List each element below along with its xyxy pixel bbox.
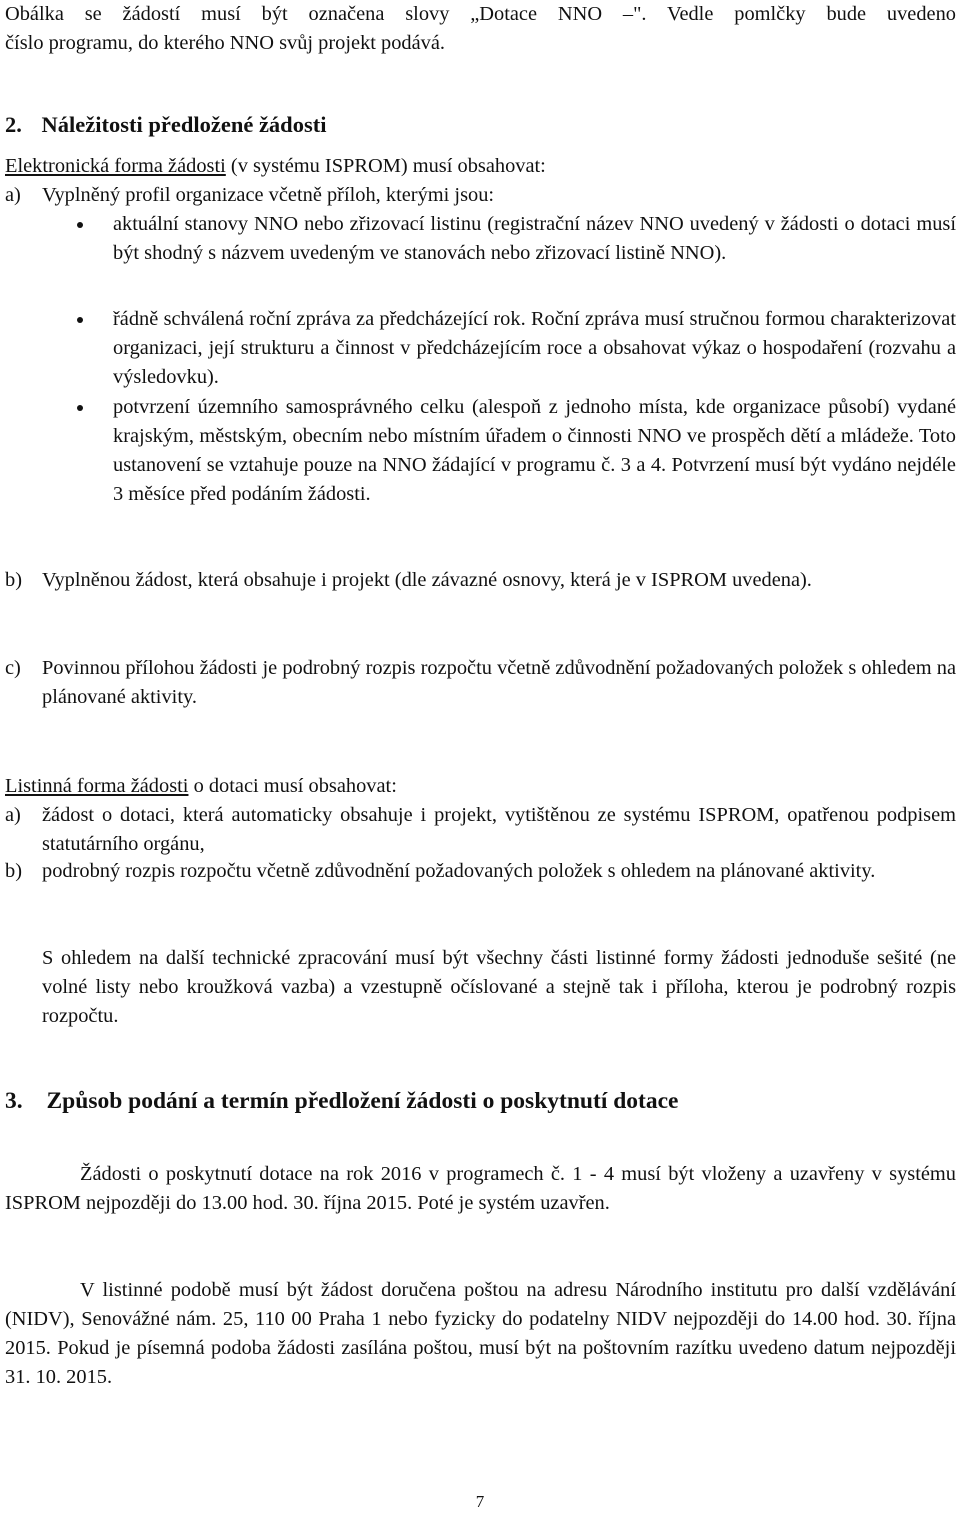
electronic-form-link: Elektronická forma žádosti: [5, 155, 226, 177]
section-3-title: Způsob podání a termín předložení žádosti o poskytnutí dotace: [46, 1088, 679, 1114]
item-text: Vyplněnou žádost, která obsahuje i projekt (dle závazné osnovy, která je v ISPROM uvedena).: [42, 569, 812, 591]
bullet-dot: [41, 305, 113, 392]
bullet-dot: [41, 210, 113, 268]
item-text: Povinnou přílohou žádosti je podrobný rozpis rozpočtu včetně zdůvodnění požadovaných položek s ohledem na plánované aktivity.: [42, 657, 956, 708]
intro-paragraph: [5, 0, 956, 58]
electronic-form-heading: [5, 152, 956, 181]
section-3-heading: [5, 1087, 956, 1116]
section-2-title: Náležitosti předložené žádosti: [41, 112, 327, 137]
paragraph-text: Žádosti o poskytnutí dotace na rok 2016 v programech č. 1 - 4 musí být vloženy a uzavřeny v systému ISPROM nejpozději do 13.00 hod. 30. října 2015. Poté je systém uzavřen.: [5, 1163, 956, 1214]
item-text: podrobný rozpis rozpočtu včetně zdůvodnění požadovaných položek s ohledem na plánované aktivity.: [42, 860, 876, 882]
section-3-number: 3.: [5, 1088, 23, 1114]
bullet-text: řádně schválená roční zpráva za předcházející rok. Roční zpráva musí stručnou formou charakterizovat organizaci, její strukturu a činnost v předcházejícím roce a obsahovat výkaz o hospodaření (rozvahu a výsledovku).: [113, 308, 956, 388]
intro-line-1: Obálka se žádostí musí být označena slovy „Dotace NNO –". Vedle pomlčky bude uvedeno: [5, 3, 956, 25]
section-3-paragraph-2: [5, 1276, 956, 1392]
paper-form-heading-rest: o dotaci musí obsahovat:: [188, 775, 397, 797]
item-text: žádost o dotaci, která automaticky obsahuje i projekt, vytištěnou ze systému ISPROM, opatřenou podpisem statutárního orgánu,: [42, 804, 956, 855]
item-text: Vyplněný profil organizace včetně příloh, kterými jsou:: [42, 184, 495, 206]
section-2-heading: [5, 110, 956, 139]
paper-form-heading: [5, 772, 956, 801]
item-label: a): [5, 804, 21, 826]
paper-item-b: [5, 857, 956, 886]
bullet-item-3: [41, 393, 956, 509]
bullet-item-2: [41, 305, 956, 392]
paper-form-note: [42, 944, 956, 1031]
paragraph-text: V listinné podobě musí být žádost doručena poštou na adresu Národního institutu pro další vzdělávání (NIDV), Senovážné nám. 25, 110 00 Praha 1 nebo fyzicky do podatelny NIDV nejpozději do 14.00 hod. 30. října 2015. Pokud je písemná podoba žádosti zasílána poštou, musí být na poštovním razítku uvedeno datum nejpozději 31. 10. 2015.: [5, 1279, 956, 1388]
intro-line-2: číslo programu, do kterého NNO svůj projekt podává.: [5, 32, 446, 54]
note-text: S ohledem na další technické zpracování musí být všechny části listinné formy žádosti jednoduše sešité (ne volné listy nebo kroužková vazba) a vzestupně očíslované a stejně tak i příloha, kterou je podrobný rozpis rozpočtu.: [42, 947, 956, 1027]
paper-item-a: [5, 801, 956, 859]
electronic-item-b: [5, 566, 956, 595]
bullet-text: aktuální stanovy NNO nebo zřizovací listinu (registrační název NNO uvedený v žádosti o dotaci musí být shodný s názvem uvedeným ve stanovách nebo zřizovací listině NNO).: [113, 213, 956, 264]
bullet-text: potvrzení územního samosprávného celku (alespoň z jednoho místa, kde organizace působí) vydané krajským, městským, obecním nebo místním úřadem o činnosti NNO ve prospěch dětí a mládeže. Toto ustanovení se vztahuje pouze na NNO žádající v programu č. 3 a 4. Potvrzení musí být vydáno nejdéle 3 měsíce před podáním žádosti.: [113, 396, 956, 505]
bullet-dot: [41, 393, 113, 509]
section-2-number: 2.: [5, 112, 22, 137]
section-3-paragraph-1: [5, 1160, 956, 1218]
item-label: c): [5, 657, 21, 679]
item-label: b): [5, 860, 22, 882]
item-label: a): [5, 184, 21, 206]
electronic-item-c: [5, 654, 956, 712]
electronic-item-a: [5, 181, 956, 210]
bullet-item-1: [41, 210, 956, 268]
paper-form-link: Listinná forma žádosti: [5, 775, 189, 797]
electronic-form-heading-rest: (v systému ISPROM) musí obsahovat:: [225, 155, 546, 177]
page-number: 7: [475, 1492, 485, 1511]
item-label: b): [5, 569, 22, 591]
